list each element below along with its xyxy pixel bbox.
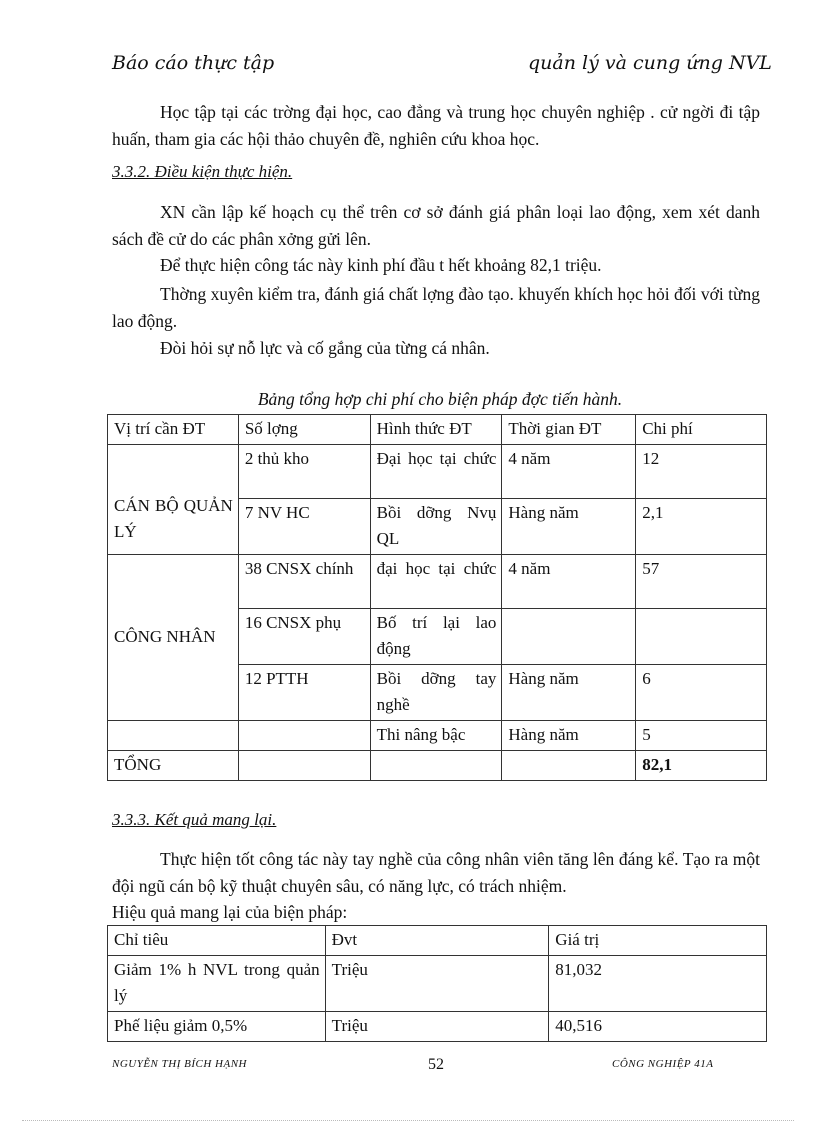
- time-cell: Hàng năm: [502, 665, 636, 721]
- item-cell: Giảm 1% h NVL trong quản lý: [108, 956, 326, 1012]
- intro-paragraph: Học tập tại các trờng đại học, cao đẳng và trung học chuyên nghiệp . cử ngời đi tập huấn, tham gia các hội thảo chuyên đề, nghiên cứu khoa học.: [112, 102, 760, 149]
- empty-cell: [370, 751, 502, 781]
- cost-cell: 5: [636, 721, 767, 751]
- bottom-dotted-line: [22, 1120, 794, 1121]
- cost-table-header-row: [108, 415, 767, 445]
- qty-cell: 2 thủ kho: [238, 445, 370, 499]
- time-cell: Hàng năm: [502, 499, 636, 555]
- cost-cell: 57: [636, 555, 767, 609]
- group-can-bo-cell: [108, 445, 239, 555]
- empty-cell: [108, 721, 239, 751]
- table-row: [108, 445, 767, 499]
- result-table-header-row: [108, 926, 767, 956]
- section-333-paragraph: Thực hiện tốt công tác này tay nghề của công nhân viên tăng lên đáng kể. Tạo ra một đội ngũ cán bộ kỹ thuật chuyên sâu, có năng lực, có trách nhiệm.: [112, 849, 760, 896]
- form-cell: Thi nâng bậc: [370, 721, 502, 751]
- section-332-para-1: XN cần lập kế hoạch cụ thể trên cơ sở đánh giá phân loại lao động, xem xét danh sách đề cử do các phân xởng gửi lên.: [112, 202, 760, 249]
- cost-header-cell: Số lợng: [238, 415, 370, 445]
- group-can-bo-label: CÁN BỘ QUẢN LÝ: [114, 496, 233, 541]
- qty-cell: 38 CNSX chính: [238, 555, 370, 609]
- header-left: Báo cáo thực tập: [112, 52, 275, 74]
- section-332-para-2: Để thực hiện công tác này kinh phí đầu t hết khoảng 82,1 triệu.: [160, 255, 602, 275]
- cost-header-cell: Vị trí cần ĐT: [108, 415, 239, 445]
- table-row: [108, 956, 767, 1012]
- table-row: [108, 721, 767, 751]
- unit-cell: Triệu: [325, 956, 549, 1012]
- section-332-para-3: Thờng xuyên kiểm tra, đánh giá chất lợng đào tạo. khuyến khích học hỏi đối với từng lao động.: [112, 284, 760, 331]
- section-333-title: 3.3.3. Kết quả mang lại.: [112, 810, 277, 829]
- header-right: quản lý và cung ứng NVL: [528, 52, 772, 74]
- empty-cell: [238, 751, 370, 781]
- cost-header-cell: Thời gian ĐT: [502, 415, 636, 445]
- form-cell: Đại học tại chức: [370, 445, 502, 499]
- footer-left: NGUYỄN THỊ BÍCH HẠNH: [112, 1058, 247, 1070]
- footer-right: CÔNG NGHIỆP 41A: [612, 1058, 714, 1070]
- unit-cell: Triệu: [325, 1012, 549, 1042]
- result-header-cell: Chỉ tiêu: [108, 926, 326, 956]
- time-cell: 4 năm: [502, 445, 636, 499]
- cost-cell: 6: [636, 665, 767, 721]
- result-header-cell: Giá trị: [549, 926, 767, 956]
- form-cell: Bồi dỡng Nvụ QL: [370, 499, 502, 555]
- time-cell: Hàng năm: [502, 721, 636, 751]
- total-row: [108, 751, 767, 781]
- time-cell: [502, 609, 636, 665]
- item-cell: Phế liệu giảm 0,5%: [108, 1012, 326, 1042]
- cost-header-cell: Chi phí: [636, 415, 767, 445]
- cost-table: [107, 414, 767, 781]
- section-332-title: 3.3.2. Điều kiện thực hiện.: [112, 162, 293, 181]
- result-header-cell: Đvt: [325, 926, 549, 956]
- qty-cell: 7 NV HC: [238, 499, 370, 555]
- form-cell: Bồi dỡng tay nghề: [370, 665, 502, 721]
- empty-cell: [502, 751, 636, 781]
- total-label: TỔNG: [108, 751, 239, 781]
- section-333-lead: Hiệu quả mang lại của biện pháp:: [112, 902, 348, 922]
- group-cong-nhan-cell: CÔNG NHÂN: [108, 555, 239, 721]
- qty-cell: [238, 721, 370, 751]
- result-table: [107, 925, 767, 1042]
- cost-header-cell: Hình thức ĐT: [370, 415, 502, 445]
- form-cell: Bố trí lại lao động: [370, 609, 502, 665]
- cost-cell: 2,1: [636, 499, 767, 555]
- value-cell: 40,516: [549, 1012, 767, 1042]
- cost-table-caption: Bảng tổng hợp chi phí cho biện pháp đợc tiến hành.: [257, 389, 623, 409]
- table-row: [108, 1012, 767, 1042]
- qty-cell: 12 PTTH: [238, 665, 370, 721]
- time-cell: 4 năm: [502, 555, 636, 609]
- section-332-para-4: Đòi hỏi sự nỗ lực và cố gắng của từng cá nhân.: [160, 338, 490, 358]
- page-number: 52: [428, 1056, 444, 1073]
- value-cell: 81,032: [549, 956, 767, 1012]
- total-value: 82,1: [636, 751, 767, 781]
- form-cell: đại học tại chức: [370, 555, 502, 609]
- cost-cell: 12: [636, 445, 767, 499]
- cost-cell: [636, 609, 767, 665]
- qty-cell: 16 CNSX phụ: [238, 609, 370, 665]
- table-row: [108, 555, 767, 609]
